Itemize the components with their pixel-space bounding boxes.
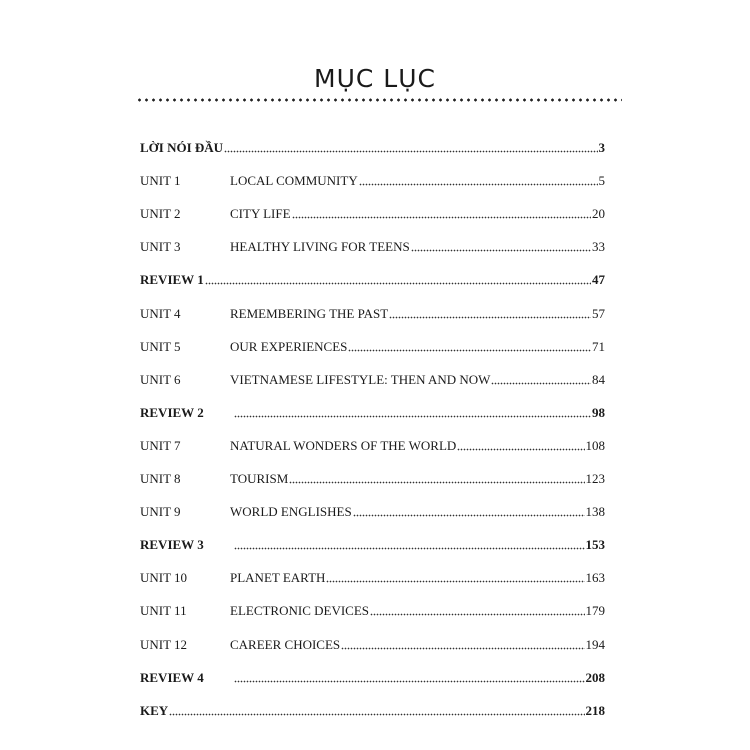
toc-entry-title: LOCAL COMMUNITY: [230, 173, 358, 189]
toc-row: [140, 591, 605, 619]
toc-page-number: 5: [598, 173, 605, 189]
dot-leader: [234, 415, 591, 418]
toc-page-number: 20: [592, 206, 605, 222]
dot-leader: [341, 647, 584, 650]
toc-page-number: 123: [585, 471, 605, 486]
toc-entry-label: UNIT 12: [140, 636, 188, 652]
toc-page-number: 163: [585, 570, 605, 586]
toc-row: [140, 260, 605, 288]
toc-page-number: 84: [592, 371, 605, 387]
toc-entry-label: UNIT 11: [140, 603, 187, 619]
toc-entry-label: UNIT 6: [140, 371, 181, 387]
toc-page-number: 179: [585, 603, 605, 619]
toc-page-number: 153: [585, 537, 605, 553]
toc-entry-label: UNIT 9: [140, 504, 181, 520]
toc-entry-title: TOURISM: [230, 471, 289, 486]
toc-entry-label: UNIT 5: [140, 338, 181, 354]
toc-entry-label: UNIT 8: [140, 471, 181, 486]
dot-leader: [234, 547, 585, 550]
dot-leader: [234, 680, 585, 683]
toc-entry-title: CAREER CHOICES: [230, 636, 341, 652]
dot-leader: [411, 249, 591, 252]
toc-page-number: 108: [585, 437, 605, 453]
dot-leader: [457, 448, 584, 451]
toc-entry-label: REVIEW 4: [140, 669, 204, 685]
dot-leader: [359, 183, 598, 186]
toc-entry-title: VIETNAMESE LIFESTYLE: THEN AND NOW: [230, 371, 491, 387]
toc-row: [140, 161, 605, 189]
toc-entry-title: CITY LIFE: [230, 206, 291, 222]
toc-page-number: 57: [592, 305, 605, 321]
toc-row: [140, 426, 605, 454]
page-title: MỤC LỤC: [314, 64, 436, 93]
toc-row: [140, 625, 605, 653]
toc-row: [140, 294, 605, 322]
toc-row: [140, 459, 605, 487]
toc-entry-label: UNIT 2: [140, 206, 181, 222]
toc-row: [140, 658, 605, 686]
toc-entry-title: REMEMBERING THE PAST: [230, 305, 389, 321]
toc-page-number: 47: [592, 272, 605, 288]
dot-leader: [169, 713, 584, 716]
toc-row: [140, 558, 605, 586]
dot-leader: [224, 150, 597, 153]
toc-row: [140, 691, 605, 719]
toc-entry-title: HEALTHY LIVING FOR TEENS: [230, 239, 410, 255]
toc-entry-label: UNIT 7: [140, 437, 181, 453]
dot-leader: [389, 316, 591, 319]
toc-entry-label: KEY: [140, 702, 169, 718]
toc-page-number: 138: [585, 504, 605, 520]
toc-page-number: 71: [592, 338, 605, 354]
toc-row: [140, 227, 605, 255]
toc-entry-label: REVIEW 3: [140, 537, 204, 553]
toc-entry-label: LỜI NÓI ĐẦU: [140, 140, 224, 155]
dot-leader: [370, 613, 584, 616]
toc-entry-title: NATURAL WONDERS OF THE WORLD: [230, 437, 457, 453]
toc-entry-label: UNIT 10: [140, 570, 188, 586]
toc-row: [140, 360, 605, 388]
title-dotted-rule: [136, 98, 622, 102]
dot-leader: [205, 282, 591, 285]
toc-row: [140, 525, 605, 553]
dot-leader: [348, 349, 591, 352]
dot-leader: [353, 514, 585, 517]
toc-page-number: 33: [592, 239, 605, 255]
dot-leader: [292, 216, 591, 219]
toc-page-number: 194: [585, 636, 605, 652]
toc-entry-title: WORLD ENGLISHES: [230, 504, 352, 520]
toc-row: [140, 393, 605, 421]
dot-leader: [289, 481, 584, 484]
toc-entry-label: REVIEW 1: [140, 272, 204, 288]
dot-leader: [326, 580, 584, 583]
toc-row: [140, 194, 605, 222]
toc-row: [140, 327, 605, 355]
toc-page-number: 208: [585, 669, 605, 685]
dot-leader: [491, 382, 591, 385]
toc-entry-label: REVIEW 2: [140, 404, 204, 420]
toc-page-number: 218: [585, 702, 605, 718]
toc-entry-title: OUR EXPERIENCES: [230, 338, 348, 354]
toc-entry-title: PLANET EARTH: [230, 570, 326, 586]
toc-entry-label: UNIT 4: [140, 305, 181, 321]
toc-page-number: 3: [598, 140, 605, 155]
toc-entry-label: UNIT 1: [140, 173, 181, 189]
toc-entry-label: UNIT 3: [140, 239, 181, 255]
toc-entry-title: ELECTRONIC DEVICES: [230, 603, 370, 619]
toc-row: [140, 492, 605, 520]
toc-page-number: 98: [592, 404, 605, 420]
toc-row: [140, 128, 605, 156]
